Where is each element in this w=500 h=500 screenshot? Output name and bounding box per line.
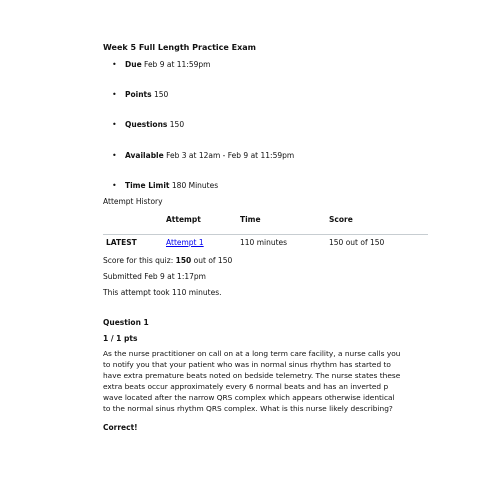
detail-value: Feb 9 at 11:59pm <box>141 60 211 69</box>
bullet-icon: • <box>112 60 117 69</box>
header-attempt: Attempt <box>166 215 201 224</box>
detail-label: Due <box>125 60 142 69</box>
score-value: 150 <box>175 256 192 265</box>
bullet-icon: • <box>112 181 117 190</box>
detail-label: Questions <box>125 120 168 129</box>
detail-due <box>112 60 210 69</box>
attempt-time: 110 minutes <box>240 238 288 247</box>
detail-value: 180 Minutes <box>169 181 219 190</box>
score-prefix: Score for this quiz: <box>103 256 176 265</box>
bullet-icon: • <box>112 120 117 129</box>
answer-result: Correct! <box>103 423 138 432</box>
detail-label: Time Limit <box>125 181 170 190</box>
submitted-time: Submitted Feb 9 at 1:17pm <box>103 272 206 281</box>
question-heading: Question 1 <box>103 318 149 327</box>
detail-questions <box>112 120 184 129</box>
bullet-icon: • <box>112 90 117 99</box>
score-suffix: out of 150 <box>191 256 233 265</box>
attempt-duration: This attempt took 110 minutes. <box>103 288 222 297</box>
latest-badge: LATEST <box>106 238 137 247</box>
header-score: Score <box>329 215 353 224</box>
detail-available <box>112 151 294 160</box>
attempt-link-cell <box>166 238 204 247</box>
table-divider <box>103 234 428 235</box>
attempt-score: 150 out of 150 <box>329 238 385 247</box>
detail-label: Points <box>125 90 152 99</box>
detail-value: 150 <box>151 90 169 99</box>
detail-points <box>112 90 168 99</box>
question-points: 1 / 1 pts <box>103 334 138 343</box>
detail-time-limit <box>112 181 218 190</box>
quiz-title: Week 5 Full Length Practice Exam <box>103 43 256 52</box>
bullet-icon: • <box>112 151 117 160</box>
header-time: Time <box>240 215 261 224</box>
detail-value: Feb 3 at 12am - Feb 9 at 11:59pm <box>163 151 295 160</box>
quiz-score <box>103 256 232 265</box>
question-text: As the nurse practitioner on call on at a long term care facility, a nurse calls you to notify you that your patient who was in normal sinus rhythm has started to have extra premature beats noted on bedside telemetry. The nurse states these extra beats occur approximately every 6 normal beats and has an inverted p wave located after the narrow QRS complex which appears otherwise identical to the normal sinus rhythm QRS complex. What is this nurse likely describing? <box>103 349 401 414</box>
attempt-history-label: Attempt History <box>103 197 163 206</box>
attempt-1-link[interactable]: Attempt 1 <box>166 238 204 247</box>
detail-value: 150 <box>167 120 185 129</box>
detail-label: Available <box>125 151 164 160</box>
